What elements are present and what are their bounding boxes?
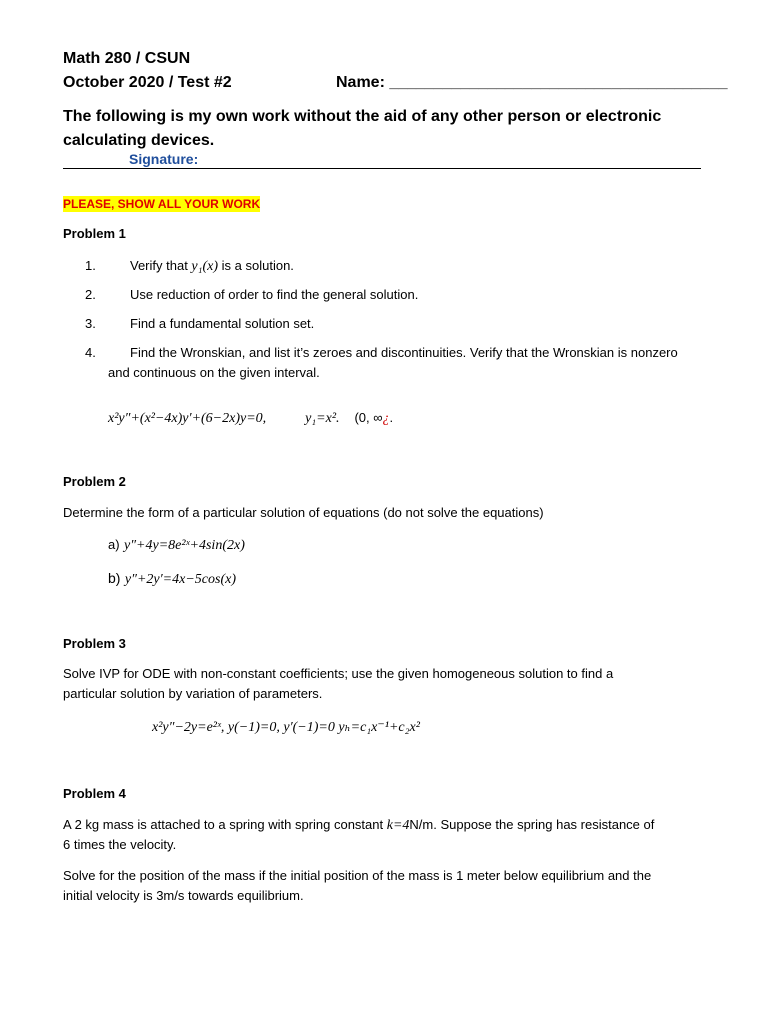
- signature-label: Signature:: [129, 151, 199, 167]
- problem-4-line-1: [63, 817, 654, 834]
- signature-line: [63, 168, 701, 169]
- item-text: Find the Wronskian, and list it’s zeroes and discontinuities. Verify that the Wronskian is nonzero: [130, 345, 678, 360]
- problem-1-item-4: [85, 345, 678, 360]
- item-number: 3.: [85, 316, 96, 331]
- notice-text: PLEASE, SHOW ALL YOUR WORK: [63, 197, 261, 211]
- course-title: Math 280 / CSUN: [63, 50, 191, 67]
- problem-4-line-4: initial velocity is 3m/s towards equilibrium.: [63, 888, 304, 903]
- problem-2-part-b: [108, 570, 236, 588]
- pledge-line-1: The following is my own work without the aid of any other person or electronic: [63, 108, 662, 125]
- ode-equation: x²y″+(x²−4x)y′+(6−2x)y=0,: [108, 411, 267, 426]
- part-equation: y″+4y=8e²ˣ+4sin(2x): [124, 538, 245, 553]
- name-field-label: Name: ______________________________________: [336, 74, 728, 91]
- part-label: b): [108, 570, 121, 586]
- interval-glyph: ¿: [382, 411, 390, 426]
- item-number: 1.: [85, 258, 96, 273]
- problem-1-title: Problem 1: [63, 226, 126, 241]
- problem-1-item-2: [85, 287, 418, 302]
- item-text-end: is a solution.: [218, 258, 294, 273]
- item-math: y₁(x): [191, 259, 219, 274]
- problem-4-title: Problem 4: [63, 786, 126, 801]
- problem-1-equation: [108, 409, 393, 427]
- given-solution: y₁=x².: [305, 411, 340, 426]
- text: A 2 kg mass is attached to a spring with spring constant: [63, 817, 387, 832]
- test-title: October 2020 / Test #2: [63, 74, 232, 91]
- spring-constant: k=4: [386, 818, 410, 833]
- interval: (0, ∞: [354, 410, 383, 425]
- problem-3-equation: x²y″−2y=e²ˣ, y(−1)=0, y′(−1)=0 yₕ=c₁x⁻¹+c₂x²: [152, 720, 420, 735]
- problem-1-item-4-cont: and continuous on the given interval.: [108, 365, 320, 380]
- problem-4-line-3: Solve for the position of the mass if the initial position of the mass is 1 meter below equilibrium and the: [63, 868, 652, 883]
- problem-4-line-2: 6 times the velocity.: [63, 837, 177, 852]
- problem-2-part-a: [108, 536, 245, 554]
- item-text: Verify that: [130, 258, 192, 273]
- part-equation: y″+2y′=4x−5cos(x): [124, 572, 236, 587]
- problem-2-title: Problem 2: [63, 474, 126, 489]
- item-number: 2.: [85, 287, 96, 302]
- item-number: 4.: [85, 345, 96, 360]
- show-work-notice: [63, 195, 260, 213]
- item-text: Find a fundamental solution set.: [130, 316, 315, 331]
- part-label: a): [108, 537, 120, 552]
- pledge-line-2: calculating devices.: [63, 132, 215, 149]
- problem-3-line-2: particular solution by variation of parameters.: [63, 686, 323, 701]
- text-end: N/m. Suppose the spring has resistance of: [409, 817, 655, 832]
- problem-1-item-3: [85, 316, 314, 331]
- interval-end: .: [389, 410, 394, 425]
- problem-3-title: Problem 3: [63, 636, 126, 651]
- item-text: Use reduction of order to find the general solution.: [130, 287, 419, 302]
- problem-2-intro: Determine the form of a particular solution of equations (do not solve the equations): [63, 505, 544, 520]
- problem-3-line-1: Solve IVP for ODE with non-constant coefficients; use the given homogeneous solution to find a: [63, 666, 614, 681]
- problem-1-item-1: [85, 258, 294, 275]
